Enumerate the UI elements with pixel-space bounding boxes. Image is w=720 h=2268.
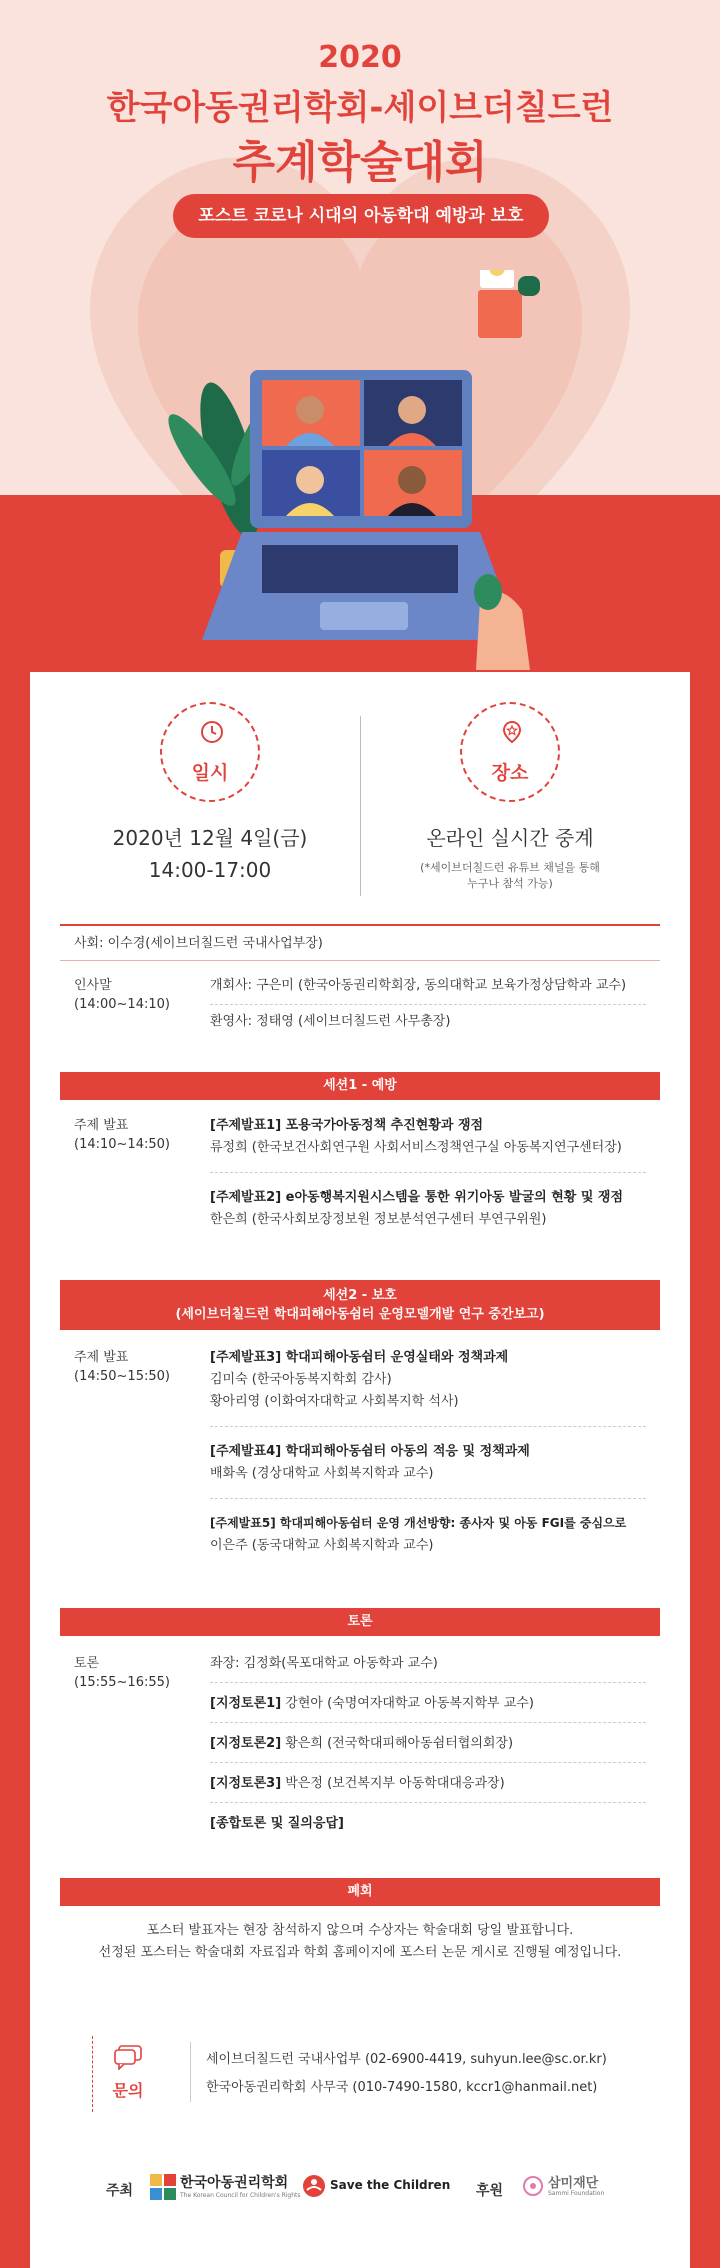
event-title-line1: 한국아동권리학회-세이브더칠드런: [106, 88, 614, 128]
event-year: 2020: [318, 40, 402, 75]
discussant3-tag: [지정토론3]: [210, 1776, 282, 1791]
place-note-line1: (*세이브더칠드런 유튜브 채널을 통해: [420, 861, 600, 874]
sponsor-label: 후원: [476, 2183, 504, 2199]
greeting-label: 인사말: [74, 978, 112, 993]
presentation2-title: [주제발표2] e아동행복지원시스템을 통한 위기아동 발굴의 현황 및 쟁점: [210, 1190, 624, 1205]
save-the-children-logo-icon: [302, 2174, 326, 2198]
host-label: 주최: [106, 2183, 134, 2199]
discussant1: [210, 1694, 534, 1713]
footer-panel: [30, 2136, 690, 2268]
session2-title: 세션2 - 보호: [323, 1288, 397, 1303]
hero-banner: [0, 0, 720, 680]
presentation5-title: [주제발표5] 학대피해아동쉼터 운영 개선방향: 종사자 및 아동 FGI를 중심으로: [210, 1516, 627, 1530]
row-separator: [210, 1722, 646, 1723]
session2-label: 주제 발표: [74, 1350, 129, 1365]
welcome-remarks: 환영사: 정태영 (세이브더칠드런 사무총장): [210, 1014, 451, 1029]
row-separator: [210, 1172, 646, 1173]
date-section: [60, 702, 360, 886]
session1-time: (14:10~14:50): [74, 1137, 170, 1152]
presentation3-speaker1: 김미숙 (한국아동복지학회 감사): [210, 1372, 392, 1387]
presentation5-speaker: 이은주 (동국대학교 사회복지학과 교수): [210, 1538, 434, 1553]
closing-bar: 폐회: [60, 1878, 660, 1906]
place-badge: [460, 702, 560, 802]
discussion-chair: 좌장: 김정화(목포대학교 아동학과 교수): [210, 1656, 438, 1671]
host2-name: Save the Children: [330, 2178, 451, 2192]
session2-time: (14:50~15:50): [74, 1369, 170, 1384]
session2-bar: [60, 1280, 660, 1330]
date-label: 일시: [191, 762, 229, 784]
mc-bottom-rule: [60, 960, 660, 961]
contact-badge: [92, 2036, 162, 2112]
discussion-time: (15:55~16:55): [74, 1675, 170, 1690]
event-subtitle: 포스트 코로나 시대의 아동학대 예방과 보호: [173, 194, 549, 238]
discussant3-name: 박은정 (보건복지부 아동학대대응과장): [281, 1776, 505, 1791]
row-separator: [210, 1498, 646, 1499]
row-separator: [210, 1426, 646, 1427]
sammi-foundation-logo-icon: [522, 2175, 544, 2197]
general-discussion: [종합토론 및 질의응답]: [210, 1816, 344, 1831]
clock-icon: [200, 720, 224, 744]
mc-top-rule: [60, 924, 660, 926]
presentation1-speaker: 류정희 (한국보건사회연구원 사회서비스정책연구실 아동복지연구센터장): [210, 1140, 622, 1155]
row-separator: [210, 1682, 646, 1683]
presentation3-speaker2: 황아리영 (이화여자대학교 사회복지학 석사): [210, 1394, 459, 1409]
presentation3-title: [주제발표3] 학대피해아동쉼터 운영실태와 정책과제: [210, 1350, 509, 1365]
date-value: [60, 822, 360, 886]
contact-label: 문의: [112, 2081, 144, 2100]
place-note-line2: 누구나 참석 가능): [467, 877, 553, 890]
discussion-bar: 토론: [60, 1608, 660, 1636]
opening-remarks: 개회사: 구은미 (한국아동권리학회장, 동의대학교 보육가정상담학과 교수): [210, 978, 627, 993]
host1-subname: The Korean Council for Children's Rights: [180, 2192, 301, 2199]
speech-bubble-icon: [113, 2044, 143, 2070]
event-title-line2: 추계학술대회: [232, 137, 488, 188]
presentation2-speaker: 한은희 (한국사회보장정보원 정보분석연구센터 부연구위원): [210, 1212, 547, 1227]
discussion-label: 토론: [74, 1656, 100, 1671]
session1-label: 주제 발표: [74, 1118, 129, 1133]
place-section: [360, 702, 660, 892]
date-badge: [160, 702, 260, 802]
location-pin-icon: [500, 720, 524, 744]
contact-divider: [190, 2042, 191, 2102]
time-text: 14:00-17:00: [148, 858, 272, 882]
row-separator: [210, 1762, 646, 1763]
discussant2-name: 황은희 (전국학대피해아동쉼터협의회장): [281, 1736, 514, 1751]
discussant3: [210, 1774, 505, 1793]
contact-line1: 세이브더칠드런 국내사업부 (02-6900-4419, suhyun.lee@sc.or.kr): [206, 2052, 607, 2067]
session1-bar: 세션1 - 예방: [60, 1072, 660, 1100]
program-card: [30, 672, 690, 2136]
laptop-video-call-illustration: [150, 270, 570, 670]
place-value: 온라인 실시간 중계: [426, 826, 594, 850]
date-text: 2020년 12월 4일(금): [112, 826, 308, 850]
discussant1-name: 강현아 (숙명여자대학교 아동복지학부 교수): [281, 1696, 534, 1711]
notice-line1: 포스터 발표자는 현장 참석하지 않으며 수상자는 학술대회 당일 발표합니다.: [146, 1923, 574, 1938]
sponsor-subname: Sammi Foundation: [548, 2190, 605, 2197]
discussant2: [210, 1734, 513, 1753]
notice-line2: 선정된 포스터는 학술대회 자료집과 학회 홈페이지에 포스터 논문 게시로 진행될 예정입니다.: [98, 1945, 622, 1960]
discussant2-tag: [지정토론2]: [210, 1736, 282, 1751]
session2-subtitle: (세이브더칠드런 학대피해아동쉼터 운영모델개발 연구 중간보고): [175, 1307, 545, 1322]
greeting-time: (14:00~14:10): [74, 997, 170, 1012]
host1-name: 한국아동권리학회: [180, 2175, 289, 2191]
place-note: [360, 860, 660, 892]
poster-notice: [60, 1920, 660, 1964]
sponsor-name: 삼미재단: [548, 2176, 599, 2191]
place-label: 장소: [491, 762, 529, 784]
presentation4-speaker: 배화옥 (경상대학교 사회복지학과 교수): [210, 1466, 434, 1481]
contact-line2: 한국아동권리학회 사무국 (010-7490-1580, kccr1@hanmail.net): [206, 2080, 598, 2095]
presentation4-title: [주제발표4] 학대피해아동쉼터 아동의 적응 및 정책과제: [210, 1444, 530, 1459]
row-separator: [210, 1004, 646, 1005]
mc-text: 사회: 이수경(세이브더칠드런 국내사업부장): [74, 936, 323, 951]
row-separator: [210, 1802, 646, 1803]
discussant1-tag: [지정토론1]: [210, 1696, 282, 1711]
kccr-logo-mark: [150, 2174, 176, 2200]
presentation1-title: [주제발표1] 포용국가아동정책 추진현황과 쟁점: [210, 1118, 484, 1133]
